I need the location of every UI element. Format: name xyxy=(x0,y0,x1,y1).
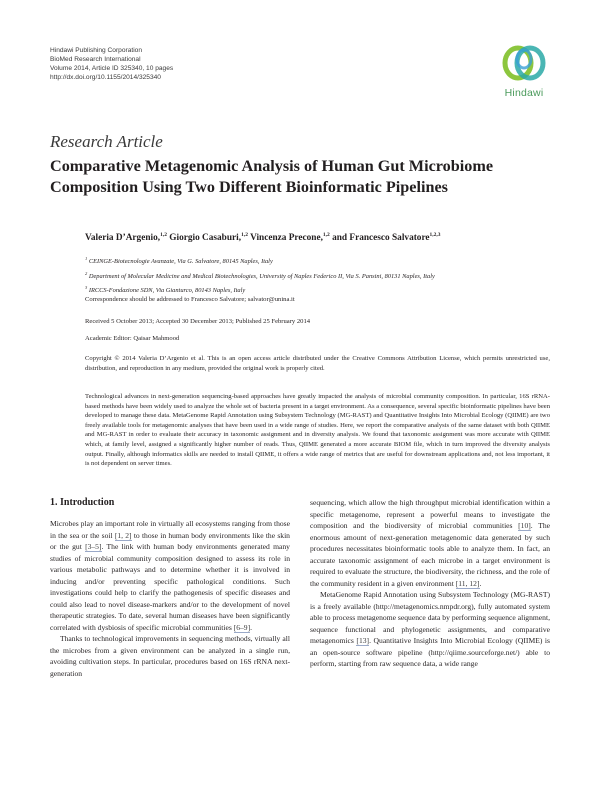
author-name: and Francesco Salvatore xyxy=(329,233,430,244)
author-affiliation-mark: 1,2 xyxy=(160,232,167,238)
author-name: Vincenza Precone, xyxy=(247,233,323,244)
body-text: MetaGenome Rapid Annotation using Subsystem Technology (MG-RAST) is a freely available (http://metagenomics.nmpdr.org), fully automated system able to process metagenome sequence data by performing sequence alignment, sequence functional and phylogenetic assignments, and comparative metagenomics xyxy=(310,590,550,645)
doi-link[interactable]: http://dx.doi.org/10.1155/2014/325340 xyxy=(50,74,161,81)
citation-link[interactable]: [10] xyxy=(518,521,531,530)
author-affiliation-mark: 1,2 xyxy=(241,232,248,238)
publisher-name: Hindawi Publishing Corporation xyxy=(50,47,142,54)
author-name: Giorgio Casaburi, xyxy=(166,233,242,244)
citation-link[interactable]: [3–5] xyxy=(85,542,102,551)
citation-link[interactable]: [11, 12] xyxy=(455,578,480,588)
body-text: . xyxy=(250,622,253,632)
intro-paragraph-2: Thanks to technological improvements in sequencing methods, virtually all the microbes from a given environment can be analyzed in a single run, avoiding cultivation steps. In particular, procedures based on 16S rRNA next-generation xyxy=(50,634,290,678)
intro-paragraph-1 xyxy=(50,518,290,633)
citation-link[interactable]: [1, 2] xyxy=(114,530,132,540)
copyright-notice: Copyright © 2014 Valeria D’Argenio et al. This is an open access article distributed under the Creative Commons Attribution License, which permits unrestricted use, distribution, and reproduction in any medium, provided the original work is properly cited. xyxy=(85,355,550,372)
body-text: . The enormous amount of next-generation metagenomic data generated by such procedures necessitates bioinformatic tools able to analyze them. In fact, an accurate taxonomic assignment of each microbe in a target environment is required to evaluate the structure, the biodiversity, the richness, and the role of the community resident in a given environment xyxy=(310,521,550,588)
body-text: Microbes play an important role in virtually all ecosystems ranging from those in the sea or the soil xyxy=(50,519,290,540)
affiliation-text: CEINGE-Biotecnologie Avanzate, Via G. Salvatore, 80145 Naples, Italy xyxy=(87,258,273,266)
author-affiliation-mark: 1,2 xyxy=(322,232,330,238)
body-text: to those in human body environments like the skin or the gut xyxy=(50,530,290,551)
citation-link[interactable]: [13] xyxy=(356,636,370,645)
author-list xyxy=(85,232,441,243)
affiliation-item xyxy=(85,253,435,268)
affiliation-number: 2 xyxy=(85,270,88,276)
title-line-2: Composition Using Two Different Bioinformatic Pipelines xyxy=(50,178,448,196)
hindawi-logo-icon xyxy=(498,42,550,86)
body-text: . The link with human body environments generated many studies of microbial community composition designed to assess its role in various metabolic pathways and to determine whether it is involved in inducing and/or preventing specific pathological conditions. Such investigations could help to clarify the pathogenesis of specific diseases and could also lead to novel disease-markers and/or to the development of novel therapeutic strategies. To date, several human diseases have been significantly correlated with dysbiosis of specific microbial communities xyxy=(50,542,290,632)
volume-info: Volume 2014, Article ID 325340, 10 pages xyxy=(50,65,174,72)
section-heading-introduction: 1. Introduction xyxy=(50,497,115,508)
body-column-right xyxy=(310,497,550,670)
hindawi-logo-text: Hindawi xyxy=(504,87,544,99)
academic-editor-line: Academic Editor: Qaisar Mahmood xyxy=(85,335,180,342)
body-text: . Quantitative Insights Into Microbial Ecology (QIIME) is an open-source software pipeline (http://qiime.sourceforge.net/) able to perform, starting from raw sequence data, a wide range xyxy=(310,636,550,668)
title-line-1: Comparative Metagenomic Analysis of Human Gut Microbiome xyxy=(50,157,494,175)
correspondence-line: Correspondence should be addressed to Francesco Salvatore; salvator@unina.it xyxy=(85,296,295,303)
intro-paragraph-3 xyxy=(310,589,550,670)
article-type: Research Article xyxy=(50,132,163,151)
body-text: sequencing, which allow the high throughput microbial identification within a specific metagenome, represent a powerful means to investigate the composition and the biodiversity of microbial communities xyxy=(310,498,550,530)
affiliation-number: 1 xyxy=(85,256,88,261)
body-text: . xyxy=(479,578,482,588)
affiliation-text: Department of Molecular Medicine and Medical Biotechnologies, University of Naples Federico II, Via S. Pansini, 80131 Naples, Italy xyxy=(87,272,435,280)
author-affiliation-mark: 1,2,3 xyxy=(429,232,441,238)
journal-header xyxy=(50,46,173,82)
dates-line: Received 5 October 2013; Accepted 30 December 2013; Published 25 February 2014 xyxy=(85,318,311,325)
journal-name: BioMed Research International xyxy=(50,56,141,63)
affiliation-list xyxy=(85,253,435,297)
affiliation-item xyxy=(85,282,435,297)
body-column-left xyxy=(50,518,290,679)
citation-link[interactable]: [6–9] xyxy=(233,622,251,632)
author-name: Valeria D’Argenio, xyxy=(85,233,161,244)
affiliation-item xyxy=(85,268,435,283)
affiliation-text: IRCCS-Fondazione SDN, Via Gianturco, 80143 Naples, Italy xyxy=(87,287,246,295)
article-title xyxy=(50,156,570,198)
intro-paragraph-2-continued xyxy=(310,497,550,589)
abstract-text: Technological advances in next-generation sequencing-based approaches have greatly impacted the analysis of microbial community composition. In particular, 16S rRNA-based methods have been widely used to analyze the whole set of bacteria present in a target environment. As a consequence, several specific bioinformatic pipelines have been developed to manage these data. MetaGenome Rapid Annotation using Subsystem Technology (MG-RAST) and Quantitative Insights Into Microbial Ecology (QIIME) are two freely available tools for metagenomic analyses that have been used in a wide range of studies. Here, we report the comparative analysis of the same dataset with both QIIME and MG-RAST in order to evaluate their accuracy in taxonomic assignment and in diversity analysis. We found that taxonomic assignment was more accurate with QIIME which, at family level, assigned a significantly higher number of reads. Thus, QIIME generated a more accurate BIOM file, which in turn improved the diversity analysis output. Finally, although informatics skills are needed to install QIIME, it offers a wide range of metrics that are useful for downstream applications and, not less important, it is not dependent on server times. xyxy=(85,393,550,468)
hindawi-logo[interactable] xyxy=(498,42,550,104)
affiliation-number: 3 xyxy=(85,285,88,291)
